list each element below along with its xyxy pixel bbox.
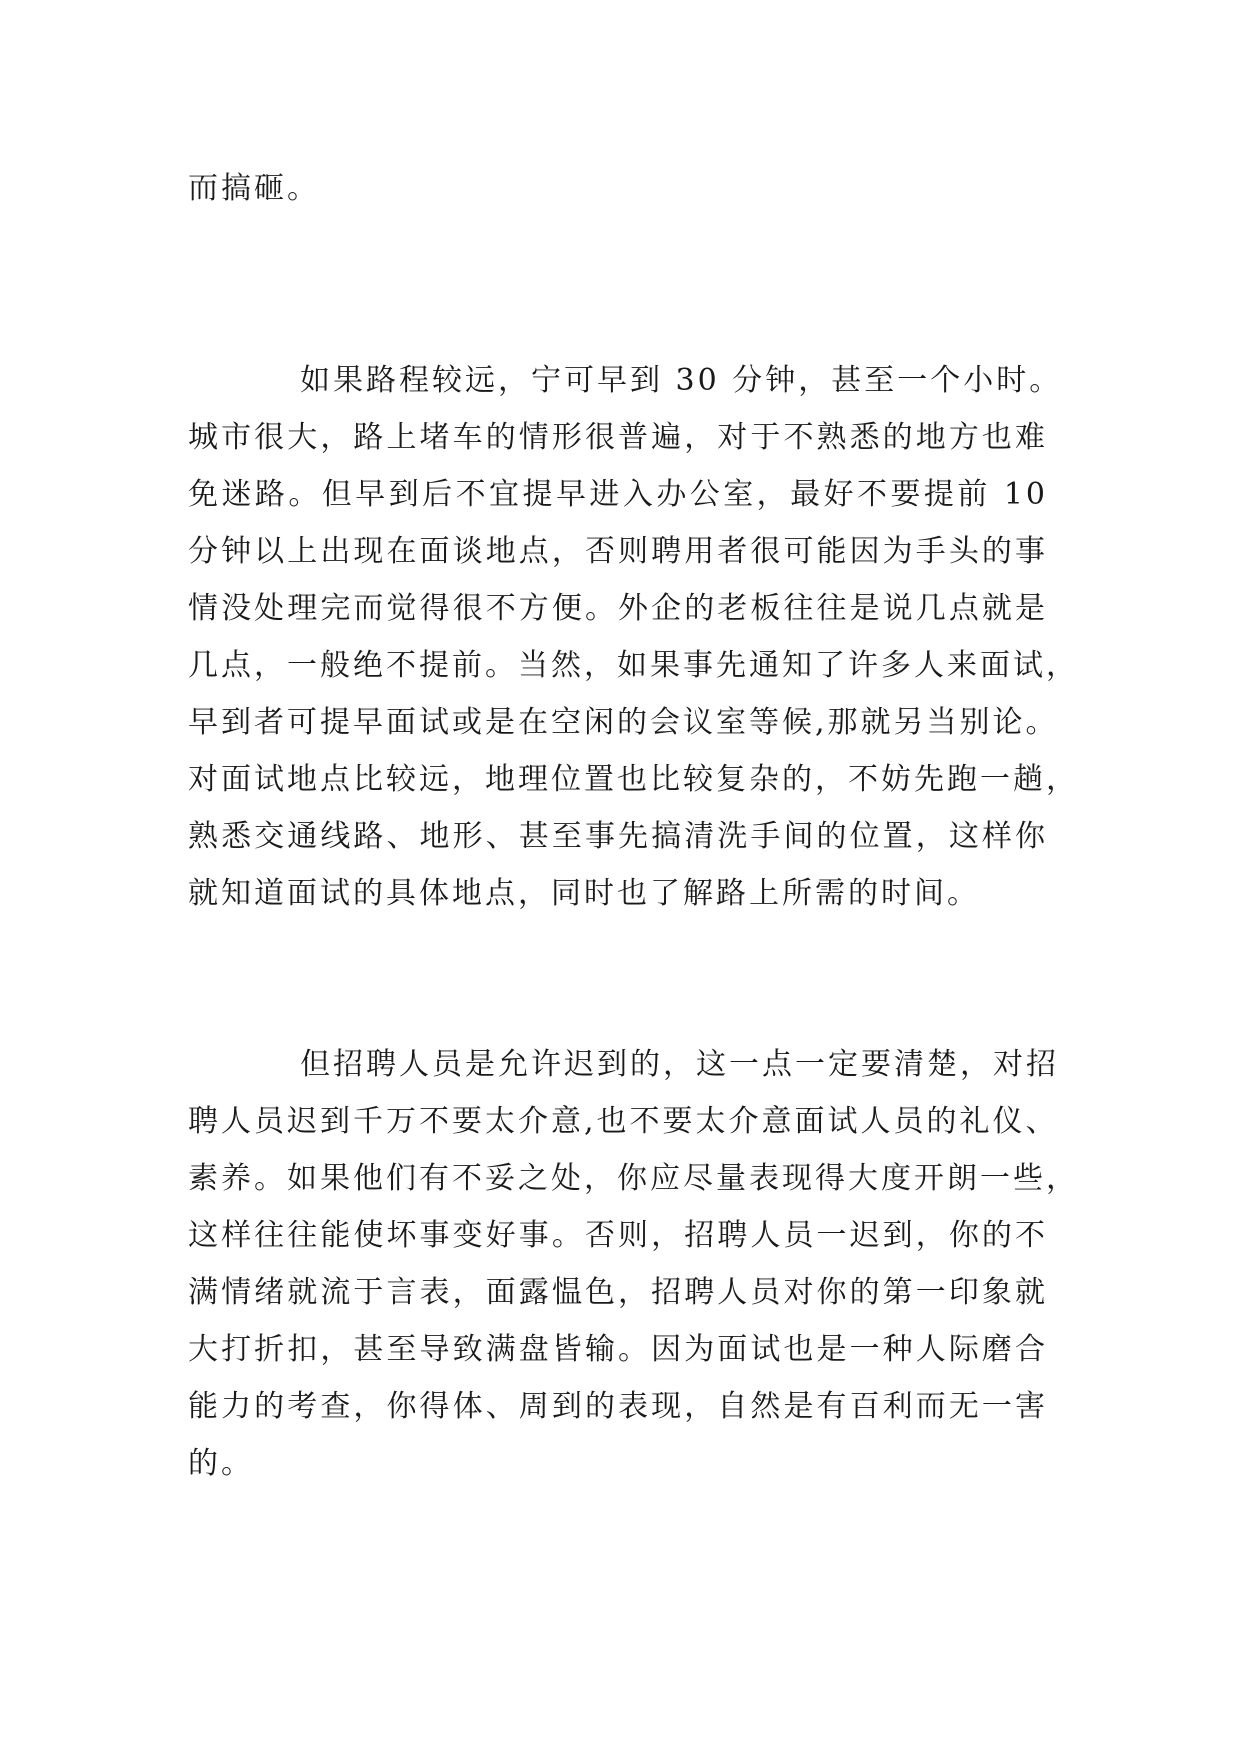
- paragraph-recruiter-late: [188, 1036, 1079, 1492]
- text-line: 对面试地点比较远，地理位置也比较复杂的，不妨先跑一趟，: [188, 762, 1079, 797]
- text-line: 如果路程较远，宁可早到 30 分钟，甚至一个小时。: [300, 363, 1063, 398]
- text-line: 几点，一般绝不提前。当然，如果事先通知了许多人来面试，: [188, 648, 1079, 683]
- text-line: 城市很大，路上堵车的情形很普遍，对于不熟悉的地方也难: [188, 420, 1048, 455]
- text-line: 情没处理完而觉得很不方便。外企的老板往往是说几点就是: [188, 591, 1048, 626]
- text-line: 的。: [188, 1446, 254, 1481]
- text-line: 而搞砸。: [188, 171, 320, 206]
- text-line: 大打折扣，甚至导致满盘皆输。因为面试也是一种人际磨合: [188, 1332, 1048, 1367]
- text-line: 就知道面试的具体地点，同时也了解路上所需的时间。: [188, 876, 980, 911]
- text-line: 满情绪就流于言表，面露愠色，招聘人员对你的第一印象就: [188, 1275, 1048, 1310]
- text-line: 素养。如果他们有不妥之处，你应尽量表现得大度开朗一些，: [188, 1161, 1079, 1196]
- text-line: 聘人员迟到千万不要太介意,也不要太介意面试人员的礼仪、: [188, 1104, 1059, 1139]
- paragraph-continuation: [188, 160, 1048, 217]
- text-line: 免迷路。但早到后不宜提早进入办公室，最好不要提前 10: [188, 477, 1048, 512]
- text-line: 但招聘人员是允许迟到的，这一点一定要清楚，对招: [300, 1047, 1059, 1082]
- paragraph-arrive-early: [188, 352, 1079, 922]
- text-line: 早到者可提早面试或是在空闲的会议室等候,那就另当别论。: [188, 705, 1059, 740]
- text-line: 分钟以上出现在面谈地点，否则聘用者很可能因为手头的事: [188, 534, 1048, 569]
- text-line: 这样往往能使坏事变好事。否则，招聘人员一迟到，你的不: [188, 1218, 1048, 1253]
- text-line: 能力的考查，你得体、周到的表现，自然是有百利而无一害: [188, 1389, 1048, 1424]
- text-line: 熟悉交通线路、地形、甚至事先搞清洗手间的位置，这样你: [188, 819, 1048, 854]
